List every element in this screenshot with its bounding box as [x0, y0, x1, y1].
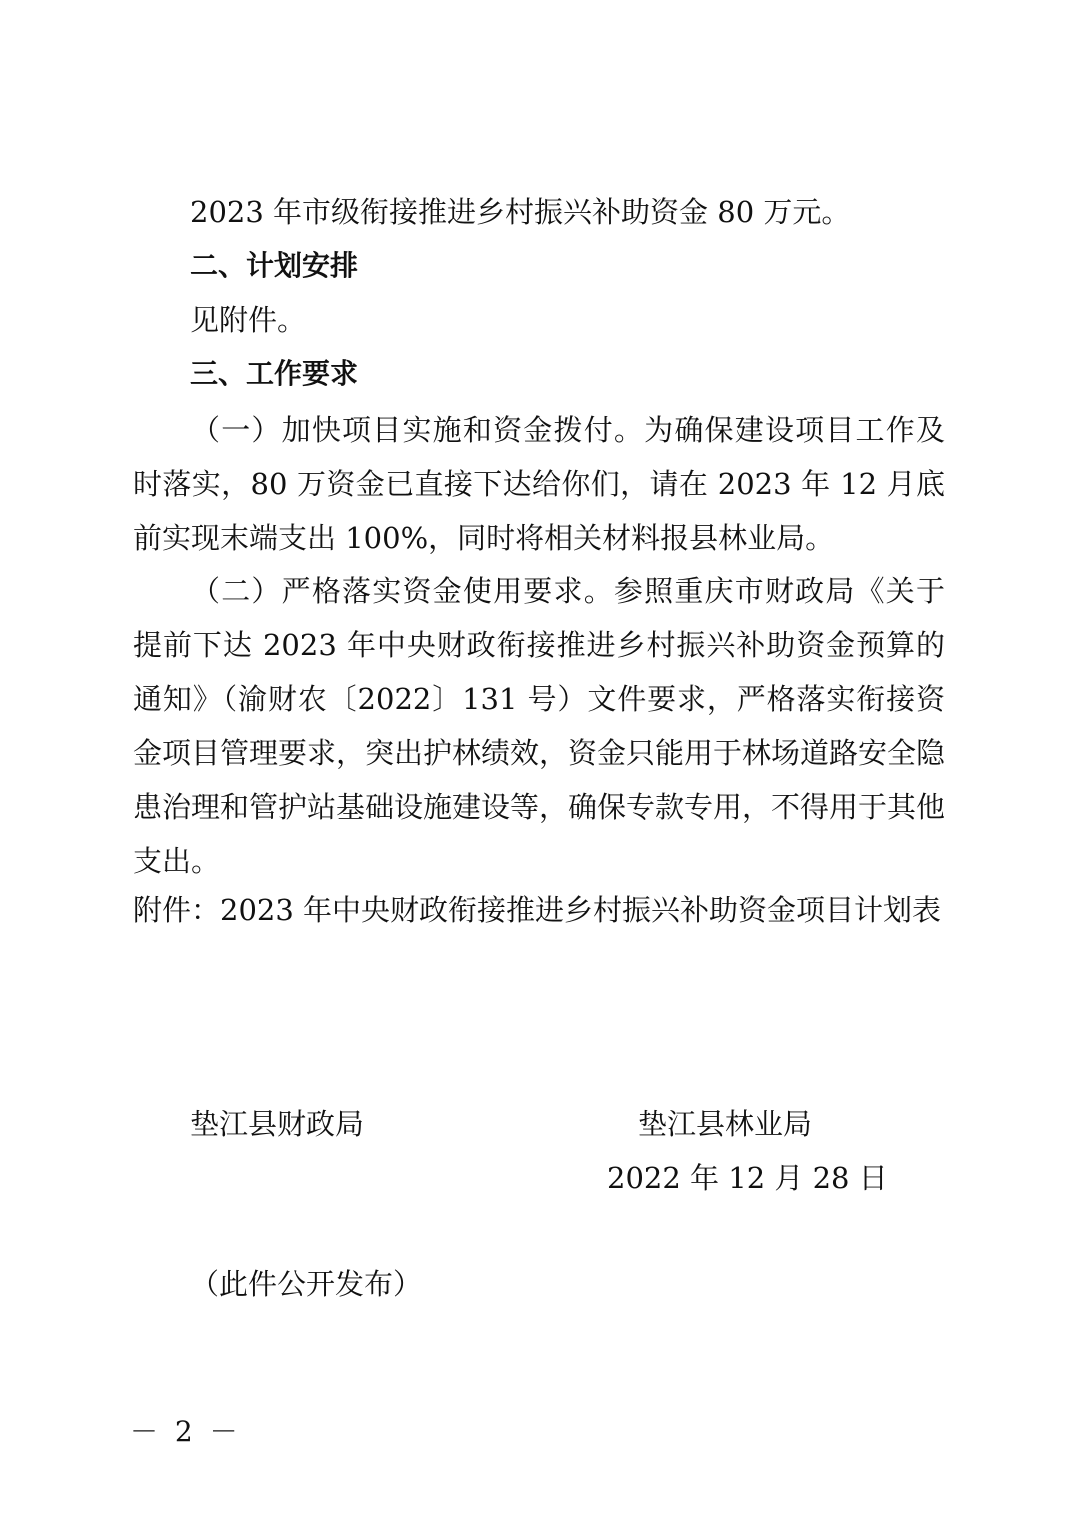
publish-note: （此件公开发布）: [190, 1267, 423, 1301]
requirement-2: [133, 564, 945, 888]
signer-left: 垫江县财政局: [190, 1107, 365, 1141]
signer-right: 垫江县林业局: [638, 1107, 813, 1141]
requirement-2-body: 参照重庆市财政局《关于提前下达 2023 年中央财政衔接推进乡村振兴补助资金预算的通知》（渝财农〔2022〕131 号）文件要求，严格落实衔接资金项目管理要求，突出护林绩效，资金只能用于林场道路安全隐患治理和管护站基础设施建设等，确保专款专用，不得用于其他支出。: [133, 574, 946, 878]
requirement-1-title: （一）加快项目实施和资金拨付。: [191, 413, 645, 447]
section2-heading: 二、计划安排: [190, 249, 359, 282]
document-date: 2022 年 12 月 28 日: [607, 1161, 888, 1195]
page-number: － 2 －: [130, 1415, 242, 1448]
requirement-1-body: 为确保建设项目工作及时落实，80 万资金已直接下达给你们，请在 2023 年 12 月底前实现末端支出 100%，同时将相关材料报县林业局。: [133, 413, 945, 555]
intro-line: 2023 年市级衔接推进乡村振兴补助资金 80 万元。: [190, 195, 851, 229]
requirement-1: [133, 403, 945, 565]
attachment-line: 附件：2023 年中央财政衔接推进乡村振兴补助资金项目计划表: [133, 893, 942, 927]
section2-body: 见附件。: [190, 303, 307, 337]
requirement-2-title: （二）严格落实资金使用要求。: [191, 574, 614, 608]
section3-heading: 三、工作要求: [190, 357, 359, 390]
